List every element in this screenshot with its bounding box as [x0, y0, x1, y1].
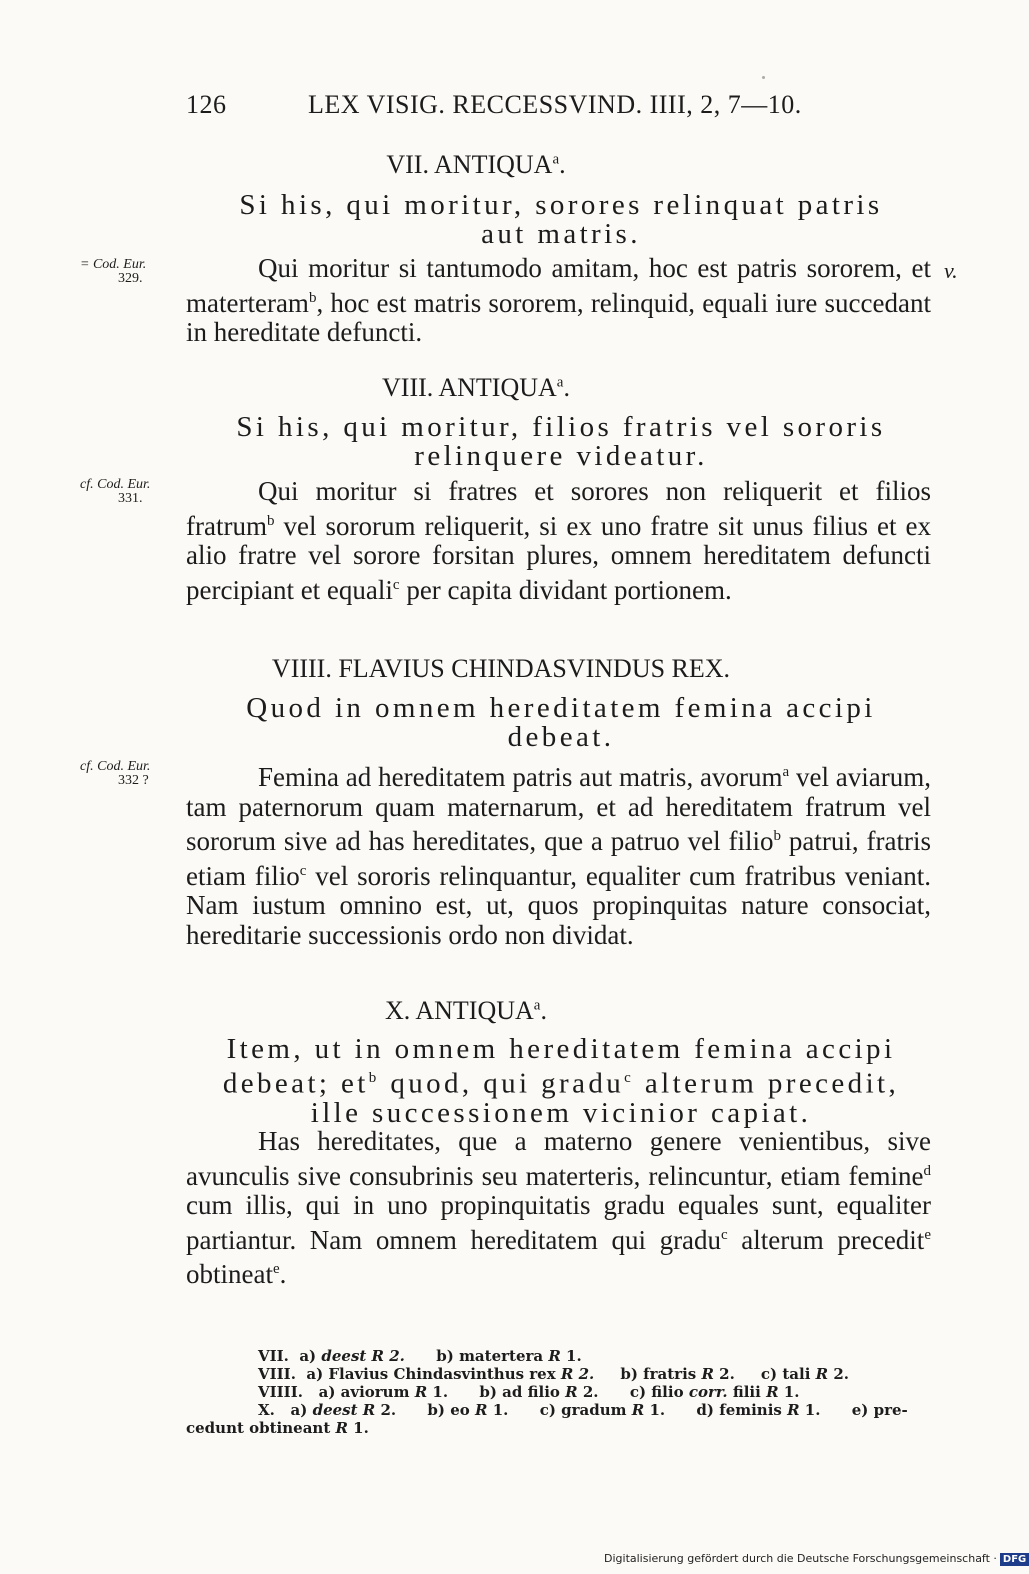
footnote-line: cedunt obtineant R 1.: [186, 1419, 369, 1437]
rubric-viiii: [186, 694, 936, 752]
paragraph: Qui moritur si fratres et sorores non reliquerit et filios fratrum$^b$ vel sororum reliquerit, si ex uno fratre sit unus filius et ex alio fratre vel sorore forsitan plures, omnem hereditatem defuncti percipiant et equali$^c$ per capita dividant portionem.: [186, 476, 931, 605]
margin-reference-vii: = Cod. Eur. 329.: [80, 257, 147, 286]
margin-reference-viii: cf. Cod. Eur. 331.: [80, 477, 151, 506]
rubric-line: ille successionem vicinior capiat.: [310, 1096, 812, 1129]
rubric-x: [186, 1035, 936, 1128]
section-text-vii: [186, 254, 931, 348]
rubric-viii: [186, 413, 936, 471]
dfg-logo: DFG: [1000, 1553, 1029, 1566]
rubric-line: relinquere videatur.: [414, 440, 708, 472]
digitization-credit: Digitalisierung gefördert durch die Deutsche Forschungsgemeinschaft · DFG: [604, 1552, 1029, 1566]
footnote-line: VIII. a) Flavius Chindasvinthus rex R 2. b) fratris R 2. c) tali R 2.: [258, 1365, 849, 1383]
footnote-line: VIIII. a) aviorum R 1. b) ad filio R 2. c) filio corr. filii R 1.: [258, 1383, 800, 1401]
section-heading-viiii: VIIII. FLAVIUS CHINDASVINDUS REX.: [271, 654, 731, 683]
rubric-line: aut matris.: [481, 218, 641, 250]
rubric-line: Si his, qui moritur, filios fratris vel sororis: [236, 411, 886, 443]
footnote-line: X. a) deest R 2. b) eo R 1. c) gradum R 1. d) feminis R 1. e) pre-: [258, 1401, 908, 1419]
margin-reference-viiii: cf. Cod. Eur. 332 ?: [80, 759, 151, 788]
rubric-line: debeat.: [507, 721, 615, 753]
page-number: 126: [186, 90, 227, 119]
rubric-vii: [186, 191, 936, 249]
rubric-line: Si his, qui moritur, sorores relinquat patris: [239, 189, 883, 221]
right-margin-mark: v.: [944, 258, 958, 283]
paragraph: Has hereditates, que a materno genere venientibus, sive avunculis sive consubrinis seu materteris, relincuntur, etiam femine$^d$ cum illis, qui in uno propinquitatis gradu equales sunt, equaliter partiantur. Nam omnem hereditatem qui gradu$^c$ alterum precedit$^e$ obtineat$^e$.: [186, 1126, 931, 1289]
section-heading-viii: VIII. ANTIQUA$^a$.: [382, 373, 570, 402]
rubric-line: debeat; $et^b$ quod, qui gradu$^c$ alterum precedit,: [222, 1067, 900, 1100]
paragraph: Femina ad hereditatem patris aut matris, avorum$^a$ vel aviarum, tam paternorum quam maternarum, et ad hereditatem fratrum vel sororum sive ad has hereditates, que a patruo vel filio$^b$ patrui, fratris etiam filio$^c$ vel sororis relinquantur, equaliter cum fratribus veniant. Nam iustum omnino est, ut, quos propinquitas nature consociat, hereditarie successionis ordo non dividat.: [186, 762, 932, 950]
section-text-viii: [186, 477, 931, 605]
footnote-line: VII. a) deest R 2. b) matertera R 1.: [258, 1347, 582, 1365]
section-text-x: [186, 1127, 931, 1290]
paragraph: Qui moritur si tantumodo amitam, hoc est patris sororem, et materteram$^b$, hoc est matris sororem, relinquid, equali iure succedant in hereditate defuncti.: [186, 253, 931, 347]
section-text-viiii: [186, 758, 931, 950]
footnotes: [186, 1347, 936, 1437]
section-heading-x: X. ANTIQUA$^a$.: [385, 996, 547, 1025]
running-title: LEX VISIG. RECCESSVIND. IIII, 2, 7—10.: [308, 90, 802, 119]
rubric-line: Quod in omnem hereditatem femina accipi: [246, 692, 876, 724]
section-heading-vii: VII. ANTIQUA$^a$.: [386, 150, 566, 179]
scan-speck: [762, 76, 765, 79]
rubric-line: Item, ut in omnem hereditatem femina accipi: [226, 1033, 896, 1065]
